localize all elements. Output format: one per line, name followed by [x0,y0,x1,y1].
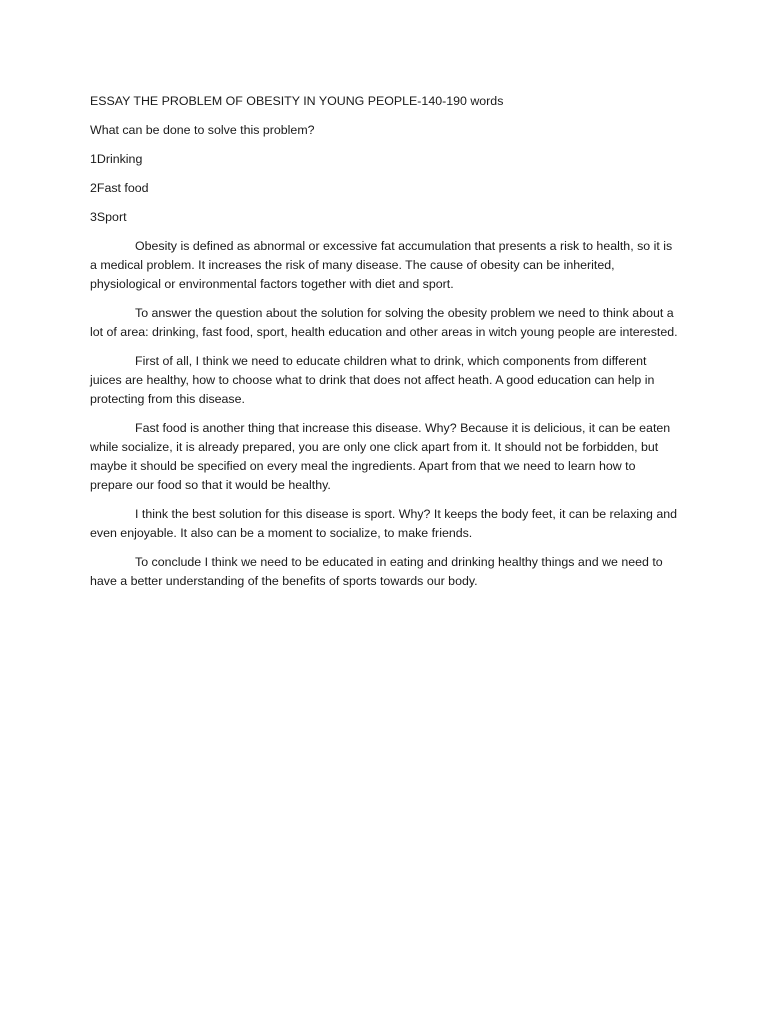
essay-question: What can be done to solve this problem? [90,123,315,137]
list-item: 1Drinking [90,152,143,166]
document-body [90,92,680,601]
paragraph-sport: I think the best solution for this disease is sport. Why? It keeps the body feet, it can be relaxing and even enjoyable. It also can be a moment to socialize, to make friends. [90,507,678,540]
essay-title: ESSAY THE PROBLEM OF OBESITY IN YOUNG PEOPLE-140-190 words [90,94,504,108]
paragraph-fast-food: Fast food is another thing that increase this disease. Why? Because it is delicious, it can be eaten while socialize, it is already prepared, you are only one click apart from it. It should not be forbidden, but maybe it should be specified on every meal the ingredients. Apart from that we need to learn how to prepare our food so that it would be healthy. [90,421,671,492]
paragraph-intro: Obesity is defined as abnormal or excessive fat accumulation that presents a risk to health, so it is a medical problem. It increases the risk of many disease. The cause of obesity can be inherited, physiological or environmental factors together with diet and sport. [90,239,673,291]
paragraph-question: To answer the question about the solution for solving the obesity problem we need to think about a lot of area: drinking, fast food, sport, health education and other areas in witch young people are interested. [90,306,678,339]
paragraph-drinking: First of all, I think we need to educate children what to drink, which components from different juices are healthy, how to choose what to drink that does not affect heath. A good education can help in protecting from this disease. [90,354,655,406]
list-item: 2Fast food [90,181,149,195]
list-item: 3Sport [90,210,127,224]
paragraph-conclusion: To conclude I think we need to be educated in eating and drinking healthy things and we need to have a better understanding of the benefits of sports towards our body. [90,555,663,588]
